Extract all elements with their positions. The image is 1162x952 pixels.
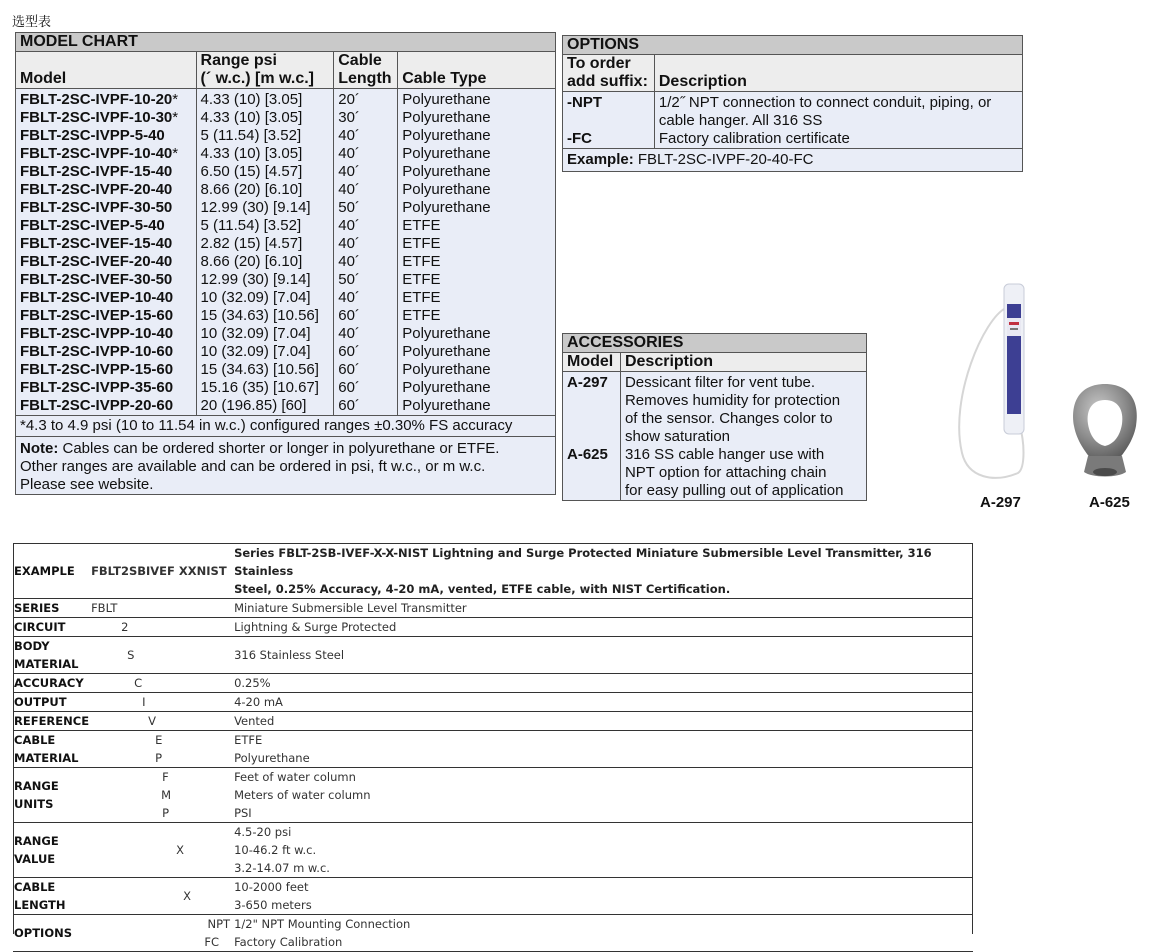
- type-cell: Polyurethane: [398, 127, 556, 145]
- ordering-row-range-units-3: [13, 804, 973, 823]
- cable-material-desc-pu: Polyurethane: [234, 751, 310, 765]
- type-cell: Polyurethane: [398, 163, 556, 181]
- range-cell: 12.99 (30) [9.14]: [196, 271, 334, 289]
- ordering-row-range-units-2: [13, 786, 973, 804]
- type-cell: Polyurethane: [398, 145, 556, 163]
- ordering-row-range-units: [13, 768, 973, 787]
- model-cell: FBLT-2SC-IVEP-10-40: [16, 289, 197, 307]
- ordering-row-options-2: [13, 933, 973, 952]
- circuit-description: Lightning & Surge Protected: [233, 618, 973, 637]
- accessories-table: [562, 333, 867, 501]
- ordering-row-cable-length: [13, 878, 973, 897]
- range-units-code-p: P: [162, 806, 169, 820]
- ordering-code-table: [13, 543, 973, 952]
- example-code: FBLT2SBIVEF XXNIST: [90, 544, 233, 599]
- accessory-desc-a297: Dessicant filter for vent tube. Removes humidity for protection of the sensor. Changes color to show saturation: [620, 372, 866, 447]
- model-cell: FBLT-2SC-IVEP-15-60: [16, 307, 197, 325]
- length-cell: 40´: [334, 253, 398, 271]
- length-cell: 60´: [334, 361, 398, 379]
- ordering-row-accuracy: [13, 674, 973, 693]
- range-units-desc-p: PSI: [234, 806, 252, 820]
- output-code: I: [90, 693, 233, 712]
- range-cell: 4.33 (10) [3.05]: [196, 89, 334, 110]
- ordering-row-example: [13, 544, 973, 599]
- ordering-row-circuit: [13, 618, 973, 637]
- body-material-code: S: [90, 637, 233, 674]
- model-cell: FBLT-2SC-IVPP-20-60: [16, 397, 197, 416]
- model-row: [16, 217, 556, 235]
- accessories-header-model: Model: [563, 353, 621, 372]
- ordering-row-cable-material-2: [13, 749, 973, 768]
- type-cell: Polyurethane: [398, 379, 556, 397]
- model-row: [16, 253, 556, 271]
- reference-label: REFERENCE: [13, 712, 90, 731]
- type-cell: Polyurethane: [398, 397, 556, 416]
- options-header-description: Description: [654, 55, 1022, 92]
- header-range: Range psi (´ w.c.) [m w.c.]: [196, 52, 334, 89]
- model-cell: FBLT-2SC-IVEF-15-40: [16, 235, 197, 253]
- model-row: [16, 181, 556, 199]
- series-code: FBLT: [90, 599, 233, 618]
- range-cell: 20 (196.85) [60]: [196, 397, 334, 416]
- circuit-label: CIRCUIT: [13, 618, 90, 637]
- length-cell: 40´: [334, 235, 398, 253]
- length-cell: 60´: [334, 379, 398, 397]
- length-cell: 40´: [334, 181, 398, 199]
- type-cell: Polyurethane: [398, 325, 556, 343]
- length-cell: 60´: [334, 397, 398, 416]
- output-description: 4-20 mA: [233, 693, 973, 712]
- ordering-table-left-border: [13, 543, 14, 934]
- type-cell: Polyurethane: [398, 199, 556, 217]
- range-value-label: RANGE VALUE: [13, 823, 90, 878]
- accuracy-code: C: [90, 674, 233, 693]
- type-cell: Polyurethane: [398, 109, 556, 127]
- length-cell: 40´: [334, 127, 398, 145]
- length-cell: 50´: [334, 199, 398, 217]
- range-value-code: X: [90, 823, 233, 878]
- option-desc-fc: Factory calibration certificate: [654, 130, 1022, 149]
- cable-length-code: X: [90, 878, 233, 915]
- cable-length-desc-feet: 10-2000 feet: [233, 878, 973, 897]
- range-cell: 10 (32.09) [7.04]: [196, 325, 334, 343]
- options-code-fc: FC: [90, 933, 233, 952]
- range-cell: 10 (32.09) [7.04]: [196, 289, 334, 307]
- model-row: [16, 163, 556, 181]
- page-caption: 选型表: [12, 15, 52, 30]
- range-cell: 15 (34.63) [10.56]: [196, 361, 334, 379]
- model-row: [16, 89, 556, 110]
- model-cell: FBLT-2SC-IVPF-10-30*: [16, 109, 197, 127]
- model-row: [16, 379, 556, 397]
- ordering-row-cable-material: [13, 731, 973, 750]
- option-desc-npt: 1/2˝ NPT connection to connect conduit, piping, or cable hanger. All 316 SS: [654, 92, 1022, 131]
- reference-description: Vented: [233, 712, 973, 731]
- ordering-row-range-value: [13, 823, 973, 842]
- series-label: SERIES: [13, 599, 90, 618]
- options-header-suffix: To order add suffix:: [563, 55, 655, 92]
- model-cell: FBLT-2SC-IVPF-30-50: [16, 199, 197, 217]
- model-cell: FBLT-2SC-IVPF-10-20*: [16, 89, 197, 110]
- options-desc-fc: Factory Calibration: [233, 933, 973, 952]
- type-cell: ETFE: [398, 271, 556, 289]
- type-cell: Polyurethane: [398, 181, 556, 199]
- type-cell: Polyurethane: [398, 89, 556, 110]
- range-units-desc-f: Feet of water column: [233, 768, 973, 787]
- model-cell: FBLT-2SC-IVPP-10-40: [16, 325, 197, 343]
- cable-length-desc-meters: 3-650 meters: [234, 898, 312, 912]
- model-row: [16, 109, 556, 127]
- length-cell: 40´: [334, 163, 398, 181]
- range-cell: 8.66 (20) [6.10]: [196, 253, 334, 271]
- ordering-row-series: [13, 599, 973, 618]
- cable-material-code-etfe: E: [90, 731, 233, 750]
- ordering-table-right-border: [972, 543, 973, 934]
- accessory-desc-a625: 316 SS cable hanger use with NPT option for attaching chain for easy pulling out of application: [620, 446, 866, 501]
- range-cell: 6.50 (15) [4.57]: [196, 163, 334, 181]
- accuracy-description: 0.25%: [233, 674, 973, 693]
- length-cell: 40´: [334, 325, 398, 343]
- model-row: [16, 343, 556, 361]
- accessories-title: ACCESSORIES: [563, 334, 867, 353]
- cable-hanger-eye-nut-image: [1066, 380, 1144, 480]
- model-row: [16, 127, 556, 145]
- ordering-row-options: [13, 915, 973, 934]
- range-cell: 8.66 (20) [6.10]: [196, 181, 334, 199]
- model-row: [16, 289, 556, 307]
- model-cell: FBLT-2SC-IVPF-15-40: [16, 163, 197, 181]
- range-value-desc-ft: 10-46.2 ft w.c.: [234, 843, 317, 857]
- model-chart-footnote: *4.3 to 4.9 psi (10 to 11.54 in w.c.) configured ranges ±0.30% FS accuracy: [16, 416, 556, 437]
- type-cell: Polyurethane: [398, 343, 556, 361]
- range-units-label: RANGE UNITS: [13, 768, 90, 823]
- option-code-fc: -FC: [563, 130, 655, 149]
- ordering-row-output: [13, 693, 973, 712]
- length-cell: 60´: [334, 307, 398, 325]
- type-cell: ETFE: [398, 217, 556, 235]
- model-cell: FBLT-2SC-IVPP-10-60: [16, 343, 197, 361]
- length-cell: 20´: [334, 89, 398, 110]
- model-row: [16, 397, 556, 416]
- model-cell: FBLT-2SC-IVPP-35-60: [16, 379, 197, 397]
- options-code-npt: NPT: [90, 915, 233, 934]
- options-label: OPTIONS: [13, 915, 90, 952]
- model-cell: FBLT-2SC-IVPP-5-40: [16, 127, 197, 145]
- model-chart-body: [16, 89, 556, 416]
- accessory-code-a297: A-297: [563, 372, 621, 447]
- series-description: Miniature Submersible Level Transmitter: [233, 599, 973, 618]
- options-example: Example: FBLT-2SC-IVPF-20-40-FC: [563, 149, 1023, 172]
- range-cell: 15 (34.63) [10.56]: [196, 307, 334, 325]
- type-cell: ETFE: [398, 307, 556, 325]
- range-units-desc-m: Meters of water column: [234, 788, 371, 802]
- cable-material-code-pu: P: [155, 751, 162, 765]
- range-units-code-m: M: [161, 788, 171, 802]
- length-cell: 40´: [334, 217, 398, 235]
- options-desc-npt: 1/2" NPT Mounting Connection: [233, 915, 973, 934]
- length-cell: 60´: [334, 343, 398, 361]
- model-row: [16, 199, 556, 217]
- length-cell: 30´: [334, 109, 398, 127]
- model-cell: FBLT-2SC-IVPF-10-40*: [16, 145, 197, 163]
- range-cell: 4.33 (10) [3.05]: [196, 145, 334, 163]
- option-code-npt: -NPT: [563, 92, 655, 131]
- range-cell: 15.16 (35) [10.67]: [196, 379, 334, 397]
- desiccant-filter-image: [954, 278, 1034, 488]
- range-value-desc-psi: 4.5-20 psi: [233, 823, 973, 842]
- header-cable-type: Cable Type: [398, 52, 556, 89]
- cable-material-label: CABLE MATERIAL: [13, 731, 90, 768]
- range-units-code-f: F: [90, 768, 233, 787]
- model-row: [16, 325, 556, 343]
- range-cell: 12.99 (30) [9.14]: [196, 199, 334, 217]
- range-cell: 5 (11.54) [3.52]: [196, 127, 334, 145]
- range-value-desc-m: 3.2-14.07 m w.c.: [234, 861, 330, 875]
- accuracy-label: ACCURACY: [13, 674, 90, 693]
- range-cell: 4.33 (10) [3.05]: [196, 109, 334, 127]
- example-description: Series FBLT-2SB-IVEF-X-X-NIST Lightning and Surge Protected Miniature Submersible Level Transmitter, 316 Stainless Steel, 0.25% Accuracy, 4-20 mA, vented, ETFE cable, with NIST Certification.: [233, 544, 973, 599]
- filter-image-label: A-297: [980, 494, 1021, 511]
- accessories-header-description: Description: [620, 353, 866, 372]
- options-title: OPTIONS: [563, 36, 1023, 55]
- nut-image-label: A-625: [1089, 494, 1130, 511]
- model-cell: FBLT-2SC-IVPF-20-40: [16, 181, 197, 199]
- length-cell: 50´: [334, 271, 398, 289]
- model-cell: FBLT-2SC-IVEF-30-50: [16, 271, 197, 289]
- type-cell: ETFE: [398, 289, 556, 307]
- model-row: [16, 361, 556, 379]
- model-row: [16, 145, 556, 163]
- reference-code: V: [90, 712, 233, 731]
- model-chart-title: MODEL CHART: [16, 33, 556, 52]
- type-cell: ETFE: [398, 253, 556, 271]
- cable-length-label: CABLE LENGTH: [13, 878, 90, 915]
- header-cable-length: Cable Length: [334, 52, 398, 89]
- model-chart-table: [15, 32, 556, 495]
- options-table: [562, 35, 1023, 172]
- model-cell: FBLT-2SC-IVEP-5-40: [16, 217, 197, 235]
- length-cell: 40´: [334, 145, 398, 163]
- example-label: EXAMPLE: [13, 544, 90, 599]
- type-cell: Polyurethane: [398, 361, 556, 379]
- length-cell: 40´: [334, 289, 398, 307]
- type-cell: ETFE: [398, 235, 556, 253]
- range-cell: 10 (32.09) [7.04]: [196, 343, 334, 361]
- model-row: [16, 307, 556, 325]
- range-cell: 5 (11.54) [3.52]: [196, 217, 334, 235]
- model-chart-note: Note: Cables can be ordered shorter or longer in polyurethane or ETFE. Other ranges are available and can be ordered in psi, ft w.c., or m w.c. Please see website.: [16, 437, 556, 495]
- accessory-code-a625: A-625: [563, 446, 621, 501]
- range-cell: 2.82 (15) [4.57]: [196, 235, 334, 253]
- body-material-description: 316 Stainless Steel: [233, 637, 973, 674]
- model-row: [16, 271, 556, 289]
- cable-material-desc-etfe: ETFE: [233, 731, 973, 750]
- header-model: Model: [16, 52, 197, 89]
- circuit-code: 2: [90, 618, 233, 637]
- model-cell: FBLT-2SC-IVPP-15-60: [16, 361, 197, 379]
- body-material-label: BODY MATERIAL: [13, 637, 90, 674]
- model-row: [16, 235, 556, 253]
- ordering-row-body-material: [13, 637, 973, 674]
- ordering-row-reference: [13, 712, 973, 731]
- output-label: OUTPUT: [13, 693, 90, 712]
- model-cell: FBLT-2SC-IVEF-20-40: [16, 253, 197, 271]
